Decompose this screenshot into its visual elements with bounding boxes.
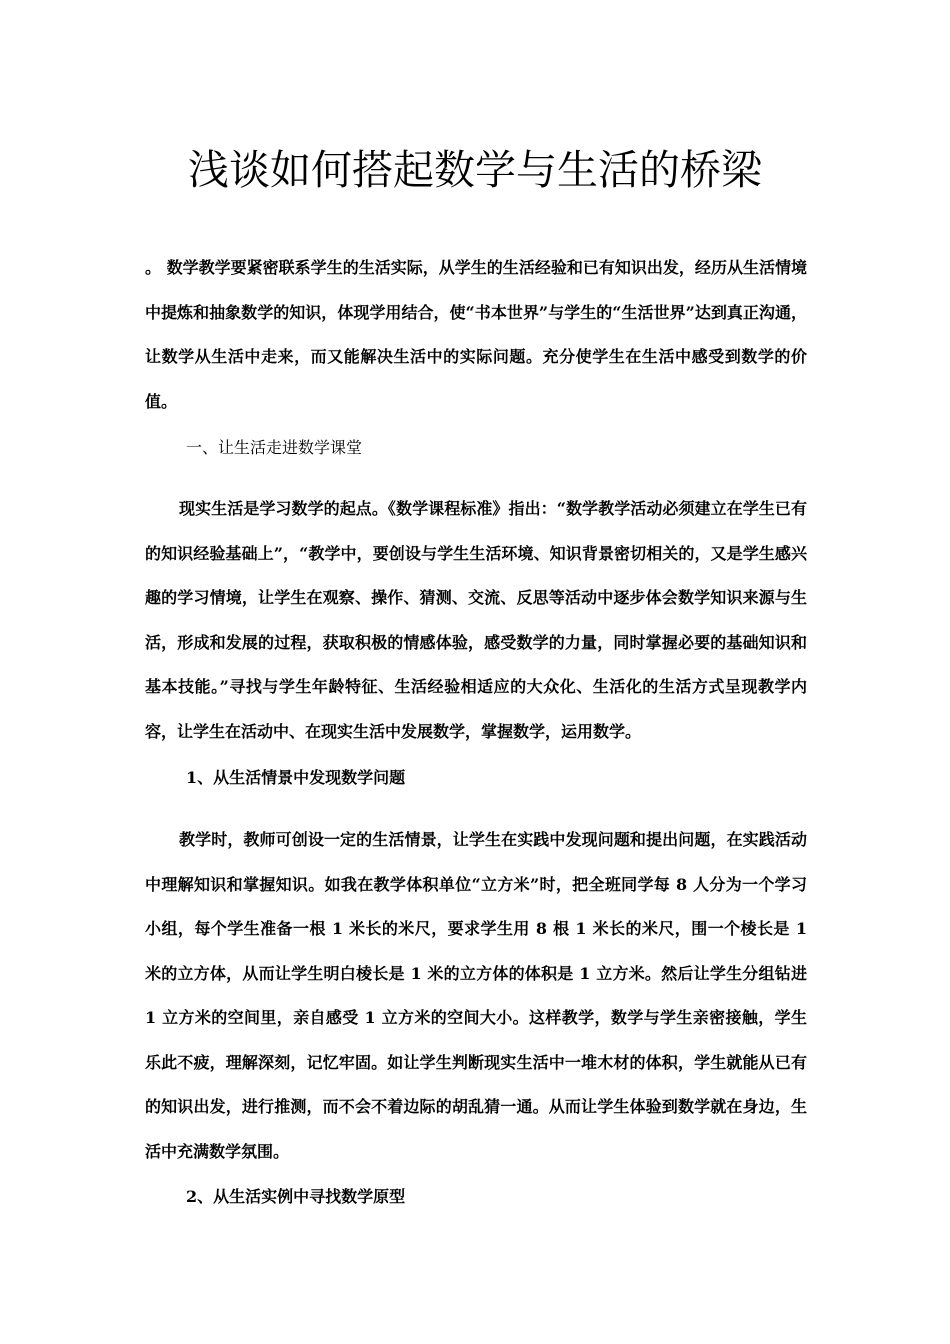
subsection-1-paragraph: 教学时，教师可创设一定的生活情景，让学生在实践中发现问题和提出问题，在实践活动中理解知识和掌握知识。如我在教学体积单位“立方米”时，把全班同学每 8 人分为一个学习小组，每个学生准备一根 1 米长的米尺，要求学生用 8 根 1 米长的米尺，围一个棱长是 1 米的立方体，从而让学生明白棱长是 1 米的立方体的体积是 1 立方米。然后让学生分组钻进 1 立方米的空间里，亲自感受 1 立方米的空间大小。这样教学，数学与学生亲密接触，学生乐此不疲，理解深刻，记忆牢固。如让学生判断现实生活中一堆木材的体积，学生就能从已有的知识出发，进行推测，而不会不着边际的胡乱猜一通。从而让学生体验到数学就在身边，生活中充满数学氛围。: [145, 830, 807, 1161]
intro-paragraph: 。 数学教学要紧密联系学生的生活实际，从学生的生活经验和已有知识出发，经历从生活情境中提炼和抽象数学的知识，体现学用结合，使“书本世界”与学生的“生活世界”达到真正沟通，让数学从生活中走来，而又能解决生活中的实际问题。充分使学生在生活中感受到数学的价值。: [145, 258, 807, 411]
section-heading-1: 一、让生活走进数学课堂: [186, 438, 363, 457]
section-1-paragraph: 现实生活是学习数学的起点。《数学课程标准》指出：“数学教学活动必须建立在学生已有的知识经验基础上”，“教学中，要创设与学生生活环境、知识背景密切相关的，又是学生感兴趣的学习情境，让学生在观察、操作、猜测、交流、反思等活动中逐步体会数学知识来源与生活，形成和发展的过程，获取积极的情感体验，感受数学的力量，同时掌握必要的基础知识和基本技能。”寻找与学生年龄特征、生活经验相适应的大众化、生活化的生活方式呈现教学内容，让学生在活动中、在现实生活中发展数学，掌握数学，运用数学。: [145, 499, 807, 741]
subsection-heading-2: 2、从生活实例中寻找数学原型: [186, 1187, 406, 1206]
document-title: 浅谈如何搭起数学与生活的桥梁: [188, 146, 762, 194]
subsection-heading-1: 1、从生活情景中发现数学问题: [186, 768, 406, 787]
